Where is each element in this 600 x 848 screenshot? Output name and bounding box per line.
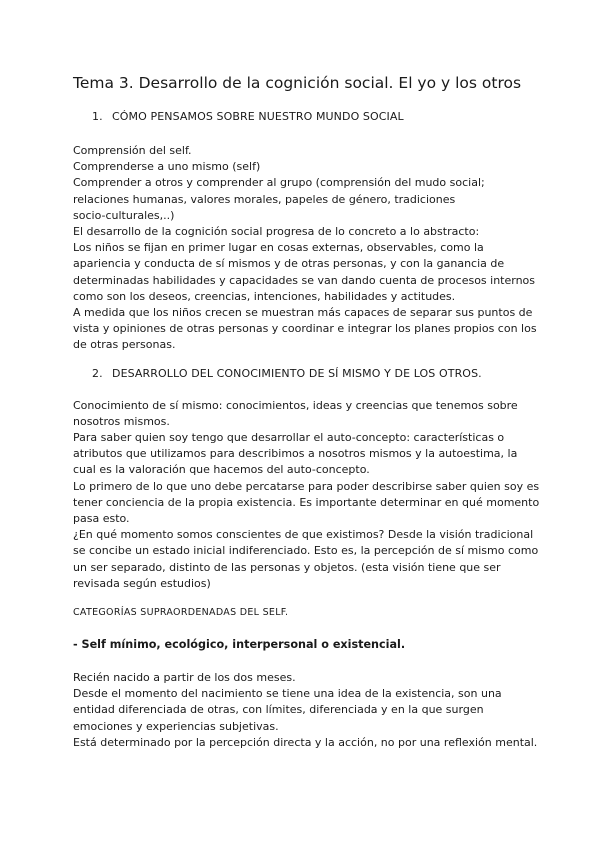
section-2-heading (73, 366, 533, 382)
paragraph-line: tener conciencia de la propia existencia. Es importante determinar en qué momento (73, 495, 540, 509)
paragraph-line: socio-culturales,..) (73, 208, 175, 222)
paragraph-line: atributos que utilizamos para describimos a nosotros mismos y la autoestima, la (73, 447, 518, 461)
paragraph-line: ¿En qué momento somos conscientes de que existimos? Desde la visión tradicional (73, 528, 534, 542)
paragraph-line: cual es la valoración que hacemos del auto-concepto. (73, 463, 370, 477)
paragraph-line: vista y opiniones de otras personas y coordinar e integrar los planes propios con los (73, 322, 537, 336)
paragraph-line: se concibe un estado inicial indiferenciado. Esto es, la percepción de sí mismo como (73, 544, 539, 558)
paragraph-line: Lo primero de lo que uno debe percatarse para poder describirse saber quien soy es (73, 479, 540, 493)
paragraph-line: El desarrollo de la cognición social progresa de lo concreto a lo abstracto: (73, 225, 480, 239)
paragraph-line: emociones y experiencias subjetivas. (73, 719, 279, 733)
paragraph-line: apariencia y conducta de sí mismos y de otras personas, y con la ganancia de (73, 257, 505, 271)
paragraph-line: Está determinado por la percepción directa y la acción, no por una reflexión mental. (73, 735, 538, 749)
section-1-heading (73, 109, 533, 125)
paragraph-line: Comprensión del self. (73, 144, 192, 157)
subsection-heading: - Self mínimo, ecológico, interpersonal o existencial. (73, 638, 406, 652)
paragraph-line: pasa esto. (73, 512, 130, 526)
paragraph-line: Recién nacido a partir de los dos meses. (73, 671, 296, 685)
paragraph-line: un ser separado, distinto de las personas y objetos. (esta visión tiene que ser (73, 560, 501, 574)
section-1-heading-text: CÓMO PENSAMOS SOBRE NUESTRO MUNDO SOCIAL (112, 110, 404, 123)
paragraph-line: Los niños se fijan en primer lugar en cosas externas, observables, como la (73, 241, 484, 255)
paragraph-line: Comprender a otros y comprender al grupo (comprensión del mudo social; (73, 176, 485, 190)
section-2-body (73, 398, 540, 592)
section-2-number: 2. (92, 366, 103, 380)
paragraph-line: nosotros mismos. (73, 414, 170, 428)
paragraph-line: entidad diferenciada de otras, con límites, diferenciada y en la que surgen (73, 703, 484, 717)
paragraph-line: revisada según estudios) (73, 576, 211, 590)
paragraph-line: determinadas habilidades y capacidades se van dando cuenta de procesos internos (73, 273, 536, 287)
paragraph-line: Conocimiento de sí mismo: conocimientos, ideas y creencias que tenemos sobre (73, 398, 518, 412)
paragraph-line: A medida que los niños crecen se muestran más capaces de separar sus puntos de (73, 306, 533, 320)
page-title: Tema 3. Desarrollo de la cognición social. El yo y los otros (73, 74, 522, 92)
section-1-number: 1. (92, 110, 103, 123)
paragraph-line: Comprenderse a uno mismo (self) (73, 160, 261, 174)
paragraph-line: de otras personas. (73, 338, 176, 352)
categories-heading: CATEGORÍAS SUPRAORDENADAS DEL SELF. (73, 607, 289, 619)
section-1-body (73, 143, 537, 354)
subsection-body (73, 670, 538, 751)
paragraph-line: como son los deseos, creencias, intenciones, habilidades y actitudes. (73, 289, 456, 303)
paragraph-line: relaciones humanas, valores morales, papeles de género, tradiciones (73, 192, 456, 206)
paragraph-line: Desde el momento del nacimiento se tiene una idea de la existencia, son una (73, 687, 502, 701)
document-page (73, 72, 540, 751)
section-2-heading-text: DESARROLLO DEL CONOCIMIENTO DE SÍ MISMO Y DE LOS OTROS. (112, 366, 482, 380)
paragraph-line: Para saber quien soy tengo que desarrollar el auto-concepto: características o (73, 431, 505, 445)
